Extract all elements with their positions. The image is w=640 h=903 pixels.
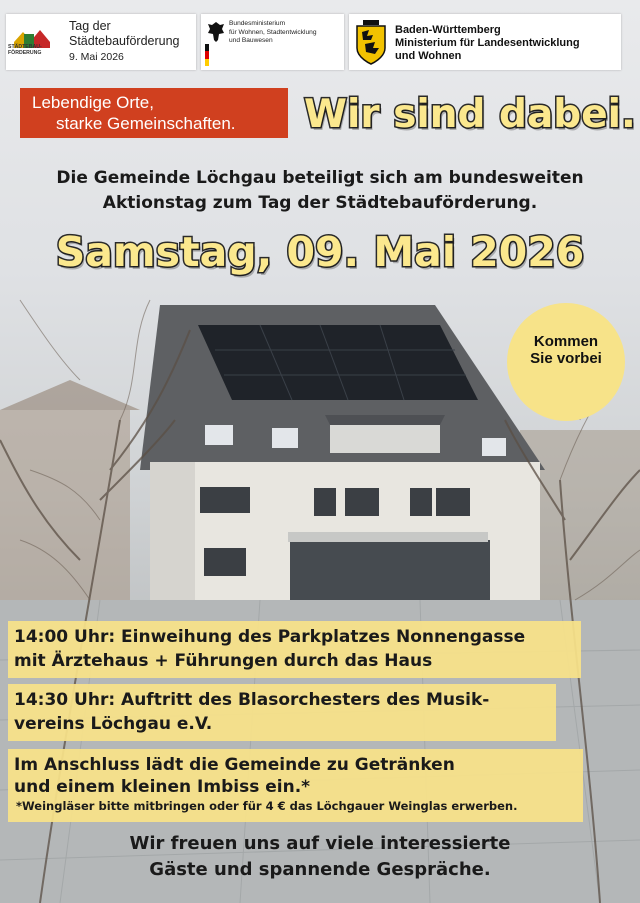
intro-line-1: Die Gemeinde Löchgau beteiligt sich am bundesweiten: [56, 168, 584, 188]
visit-badge-line-1: Kommen: [533, 333, 599, 350]
program-item: [8, 684, 556, 741]
intro-line-2: Aktionstag zum Tag der Städtebauförderung.: [102, 193, 538, 213]
slogan-banner: [20, 88, 288, 138]
staedtebau-wordmark: STÄDTEBAU- FÖRDERUNG: [8, 44, 42, 56]
bw-logo: [349, 14, 621, 70]
event-date: Samstag, 09. Mai 2026: [55, 228, 585, 276]
program-item: [8, 621, 581, 678]
visit-badge-line-2: Sie vorbei: [530, 350, 602, 367]
program-item-line: mit Ärztehaus + Führungen durch das Haus: [14, 651, 433, 671]
staedtebau-title: Tag der Städtebauförderung: [69, 19, 180, 48]
program-item-line: vereins Löchgau e.V.: [14, 714, 213, 734]
bund-ministry-name: Bundesministerium für Wohnen, Stadtentwicklung und Bauwesen: [229, 20, 317, 45]
closing-text: [0, 831, 640, 883]
closing-line-1: Wir freuen uns auf viele interessierte: [129, 833, 511, 854]
lion-crest-icon: [353, 18, 389, 66]
visit-badge: [507, 303, 625, 421]
staedtebau-logo: [6, 14, 196, 70]
bw-ministry-name: Baden-Württemberg Ministerium für Landesentwicklung und Wohnen: [395, 24, 580, 62]
staedtebau-date: 9. Mai 2026: [69, 51, 124, 63]
bund-logo: [201, 14, 344, 70]
slogan-line-1: Lebendige Orte,: [32, 93, 154, 112]
program-item-line: 14:00 Uhr: Einweihung des Parkplatzes Nonnengasse: [14, 627, 526, 647]
intro-text: [0, 166, 640, 216]
headline: Wir sind dabei.: [304, 92, 636, 137]
program-item-line: und einem kleinen Imbiss ein.*: [14, 777, 311, 797]
house-logo-icon: [10, 20, 60, 66]
program-item-line: 14:30 Uhr: Auftritt des Blasorchesters des Musik-: [14, 690, 490, 710]
closing-line-2: Gäste und spannende Gespräche.: [149, 859, 491, 880]
eagle-icon: [207, 20, 225, 44]
flag-bars-icon: [205, 44, 209, 66]
program-item: [8, 749, 583, 822]
program-item-line: Im Anschluss lädt die Gemeinde zu Getränken: [14, 755, 455, 775]
program-footnote: *Weingläser bitte mitbringen oder für 4 € das Löchgauer Weinglas erwerben.: [16, 799, 518, 813]
slogan-line-2: starke Gemeinschaften.: [56, 114, 236, 133]
